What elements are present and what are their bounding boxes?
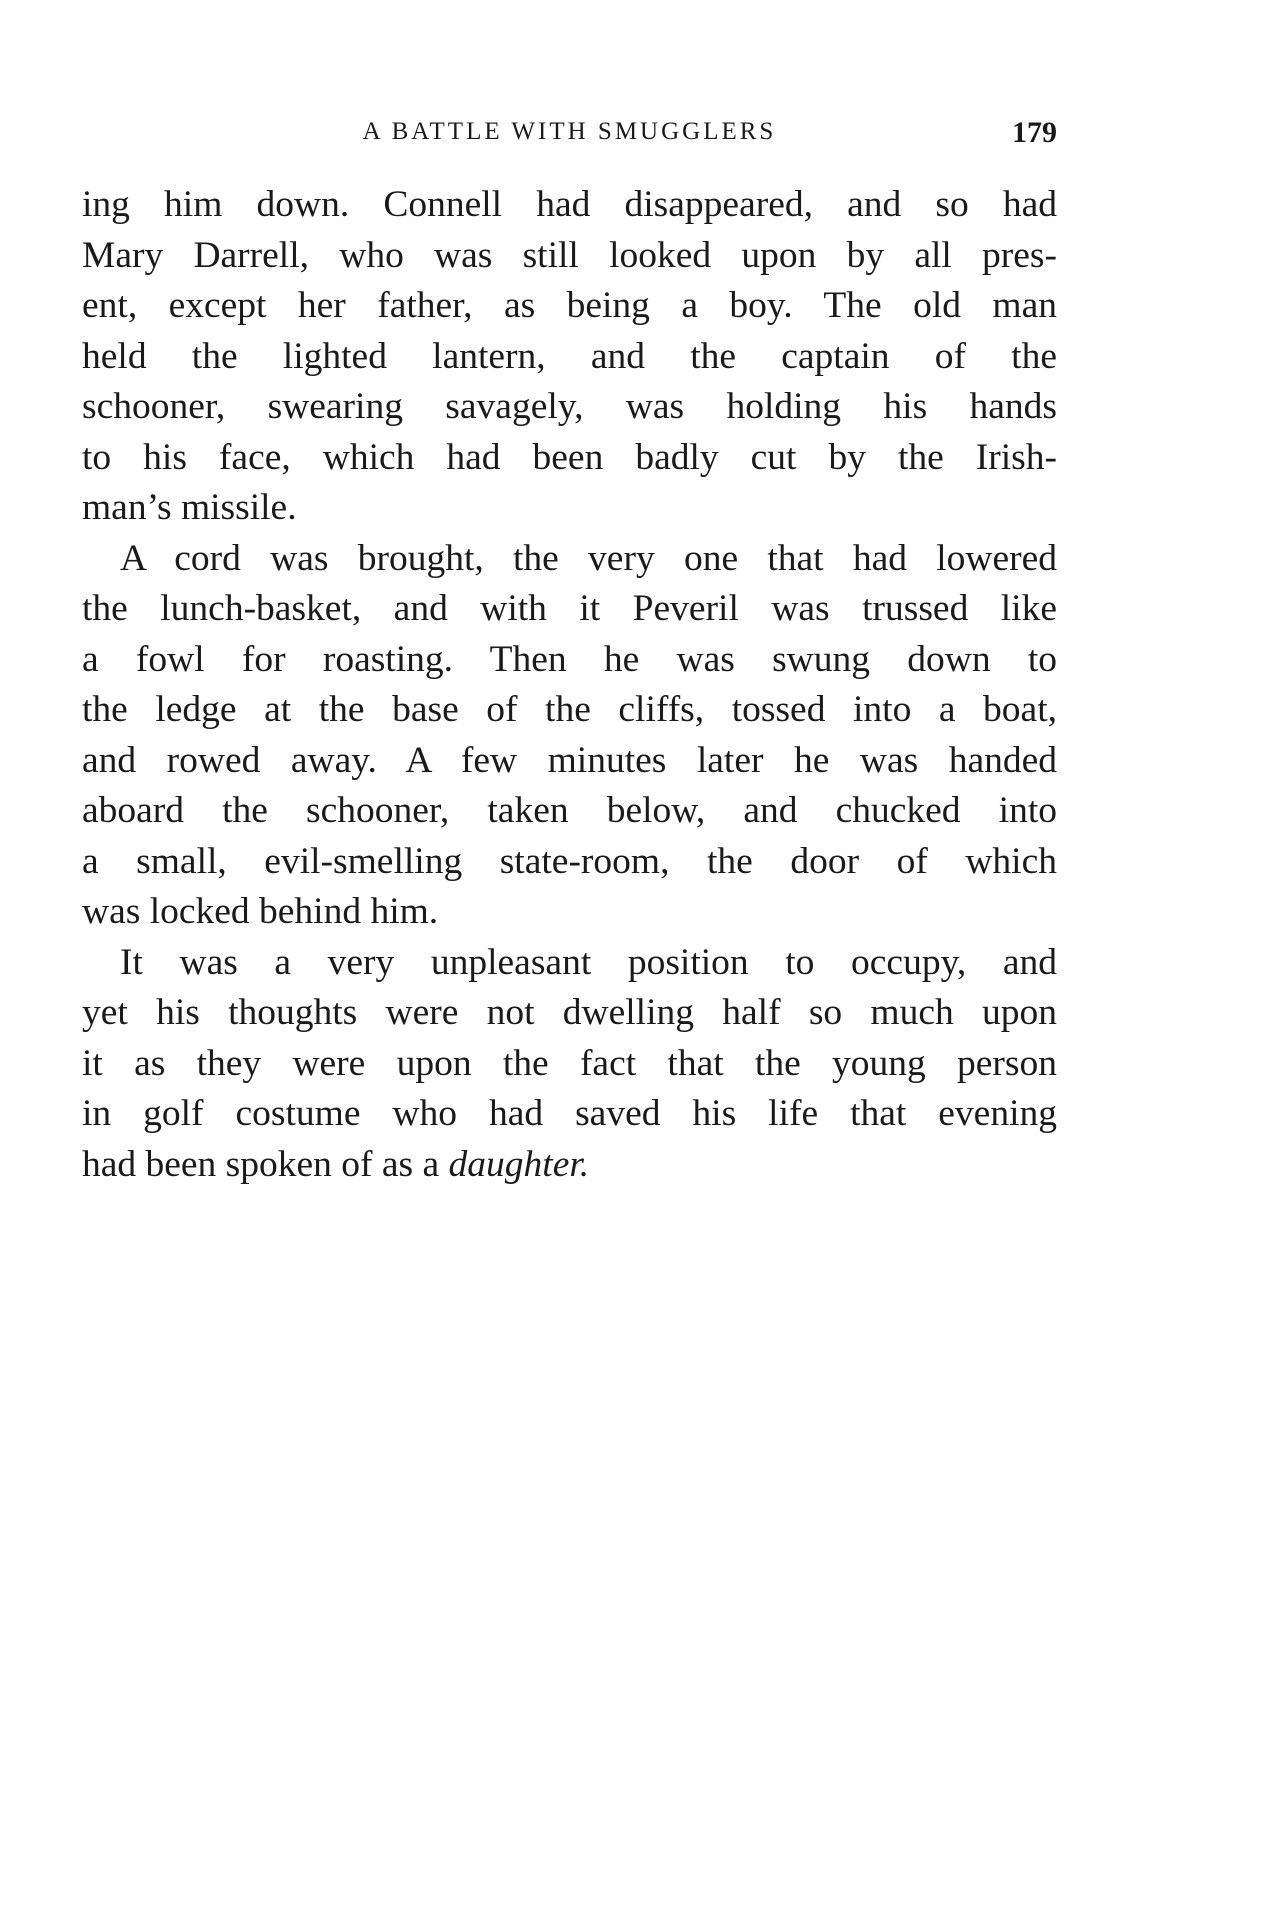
text-line: ent, except her father, as being a boy. The old man [82,285,1057,326]
text-line: in golf costume who had saved his life that evening [82,1093,1057,1134]
running-head [82,118,1057,158]
italic-word: daughter. [448,1143,590,1185]
text-line: to his face, which had been badly cut by the Irish- [82,436,1057,478]
running-title: A BATTLE WITH SMUGGLERS [362,118,777,145]
text-line: schooner, swearing savagely, was holding his hands [82,386,1057,427]
body-text [82,180,1057,1190]
paragraph-3 [82,938,1057,1191]
text-line: and rowed away. A few minutes later he was handed [82,739,1057,781]
text-line: held the lighted lantern, and the captain of the [82,335,1057,377]
text-line-final [82,1140,1057,1191]
text-line: a fowl for roasting. Then he was swung down to [82,638,1057,680]
paragraph-2 [82,534,1057,938]
text-line: Mary Darrell, who was still looked upon by all pres- [82,234,1057,276]
page-number: 179 [1012,116,1057,149]
text-line: It was a very unpleasant position to occupy, and [120,941,1057,983]
paragraph-1 [82,180,1057,534]
text-line: was locked behind him. [82,891,439,932]
text-line: aboard the schooner, taken below, and chucked into [82,790,1057,831]
text-line: the lunch-basket, and with it Peveril was trussed like [82,588,1057,629]
text-line: it as they were upon the fact that the young person [82,1042,1057,1084]
text-line: ing him down. Connell had disappeared, and so had [82,184,1057,225]
text-line: yet his thoughts were not dwelling half so much upon [82,992,1057,1033]
text-line: a small, evil-smelling state-room, the door of which [82,840,1057,882]
text-line: man’s missile. [82,487,297,528]
text-line: A cord was brought, the very one that had lowered [120,537,1057,579]
final-line-text: had been spoken of as a [82,1143,449,1185]
text-line: the ledge at the base of the cliffs, tossed into a boat, [82,689,1057,730]
